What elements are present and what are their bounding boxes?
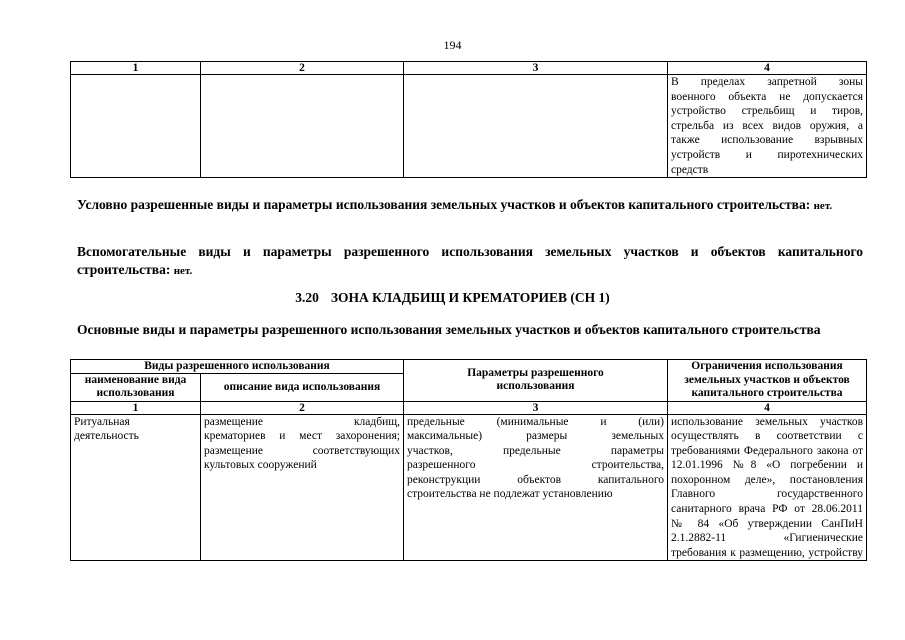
section-number: 3.20 [295,290,319,305]
text-line: санитарного врача РФ от 28.06.2011 [671,503,863,516]
header-row-1 [71,360,867,374]
text-line: Ритуальная [74,415,130,428]
text-line: требованиями Федерального закона от [671,444,863,457]
text-line: похоронном деле», постановления [671,473,863,486]
text-line: размещение соответствующих [204,444,400,457]
text-line: размещение кладбищ, [204,415,400,428]
text-line: требования к размещению, устройству [671,546,863,559]
text-line: 12.01.1996 №8 «О погребении и [671,459,863,472]
main-uses-heading: Основные виды и параметры разрешенного использования земельных участков и объектов капитального строительства [77,322,821,337]
continued-table [70,61,867,178]
text-line: В пределах запретной зоны [671,76,863,88]
text-line: строительства не подлежат установлению [407,488,613,501]
restrictions-cell [668,414,867,561]
table-row [71,75,867,178]
text-line: предельные (минимальные и (или) [407,415,664,428]
text-line: Главного государственного [671,488,863,501]
use-name-cell [71,414,201,561]
auxiliary-uses-value: нет. [173,265,193,277]
zone-uses-table [70,359,867,561]
text-line: также использование взрывных [671,134,863,147]
cell-empty-1 [71,75,201,178]
section-title: ЗОНА КЛАДБИЩ И КРЕМАТОРИЕВ (СН 1) [330,290,610,305]
col-number-2: 2 [201,62,404,75]
col-number-4: 4 [668,401,867,414]
text-line: культовых сооружений [204,459,317,472]
text-line: максимальные) размеры земельных [407,430,664,443]
section-heading [0,290,905,306]
text-line: крематориев и мест захоронения; [204,430,400,443]
col-number-3: 3 [404,401,668,414]
header-use-description: описание вида использования [201,374,404,401]
cell-empty-2 [201,75,404,178]
col-number-4: 4 [668,62,867,75]
text-line: осуществлять в соответствии с [671,430,863,443]
page-number: 194 [443,38,462,52]
text-line: 2.1.2882-11 «Гигиенические [671,532,863,545]
text-line: реконструкции объектов капитального [407,473,664,486]
conditional-uses-text: Условно разрешенные виды и параметры использования земельных участков и объектов капитального строительства: [77,197,811,212]
text-line: средств [671,163,709,176]
text-line: использование земельных участков [671,415,863,428]
col-number-1: 1 [71,401,201,414]
header-use-name: наименование вида использования [71,374,201,401]
text-line: деятельность [74,430,139,443]
text-line: разрешенного строительства, [407,459,664,472]
text-line: военного объекта не допускается [671,90,863,103]
text-line: участков, предельные параметры [407,444,664,457]
column-number-row [71,401,867,414]
use-description-cell [201,414,404,561]
column-number-row [71,62,867,75]
col-number-2: 2 [201,401,404,414]
text-line: устройство стрельбищ и тиров, [671,105,863,118]
table-row [71,414,867,561]
col-number-3: 3 [404,62,668,75]
conditional-uses-value: нет. [813,200,833,212]
auxiliary-uses-text: Вспомогательные виды и параметры разрешенного использования земельных участков и объектов капитального строительства: [77,244,863,277]
header-params [404,360,668,402]
header-params-text: Параметры разрешенного использования [467,367,604,393]
header-restrictions: Ограничения использования земельных участков и объектов капитального строительства [668,360,867,402]
text-line: стрельба из всех видов оружия, а [671,119,863,132]
conditional-uses-paragraph [77,196,863,215]
cell-empty-3 [404,75,668,178]
auxiliary-uses-paragraph [77,243,863,280]
text-line: устройств и пиротехнических [671,148,863,161]
restriction-cell [668,75,867,178]
header-group-uses: Виды разрешенного использования [71,360,404,374]
col-number-1: 1 [71,62,201,75]
params-cell [404,414,668,561]
text-line: № 84 «Об утверждении СанПиН [671,517,863,530]
